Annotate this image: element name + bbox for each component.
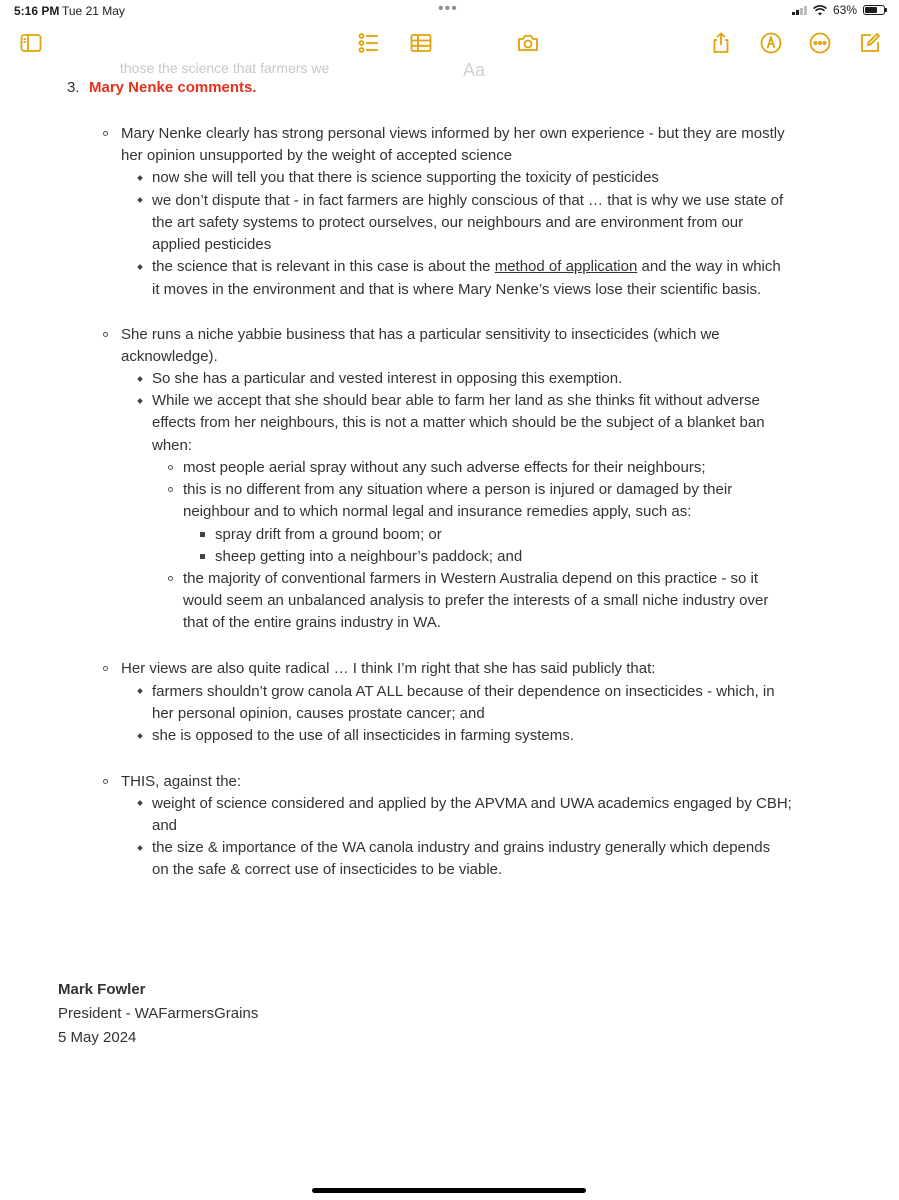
format-text-button[interactable]: Aa	[463, 60, 486, 80]
compose-icon	[858, 31, 882, 55]
diamond-bullet	[137, 264, 143, 270]
text-line: effects from her neighbours, this is not a matter which should be the subject of a blanket ban	[152, 414, 765, 431]
status-indicators	[792, 3, 885, 17]
text-line: that of the entire grains industry in WA.	[183, 614, 441, 631]
diamond-bullet	[137, 175, 143, 181]
circle-bullet	[168, 576, 173, 581]
text-run: the science that is relevant in this case is about the	[152, 258, 495, 275]
table-button[interactable]	[406, 26, 436, 60]
text-line: neighbour and to which normal legal and insurance remedies apply, such as:	[183, 503, 692, 520]
diamond-bullet	[137, 733, 143, 739]
text-run: and the way in which	[637, 258, 781, 275]
circle-bullet	[103, 131, 108, 136]
text-line: spray drift from a ground boom; or	[215, 526, 442, 543]
square-bullet	[200, 532, 205, 537]
ellipsis-circle-icon	[808, 31, 832, 55]
notes-toolbar	[0, 26, 899, 80]
more-options-button[interactable]	[805, 26, 835, 60]
text-line: would seem an unbalanced analysis to prefer the interests of a small niche industry over	[183, 592, 769, 609]
sidebar-toggle-button[interactable]	[16, 26, 46, 60]
text-line: now she will tell you that there is science supporting the toxicity of pesticides	[152, 169, 659, 186]
status-date: Tue 21 May	[62, 4, 125, 18]
text-line: applied pesticides	[152, 236, 272, 253]
share-button[interactable]	[706, 26, 736, 60]
text-line: the art safety systems to protect ourselves, our neighbours and are environment from our	[152, 214, 744, 231]
text-line: While we accept that she should bear able to farm her land as she thinks fit without adverse	[152, 392, 760, 409]
text-line: So she has a particular and vested interest in opposing this exemption.	[152, 370, 623, 387]
square-bullet	[200, 554, 205, 559]
signature-title: President - WAFarmersGrains	[58, 1005, 259, 1022]
signature-date: 5 May 2024	[58, 1029, 137, 1046]
markup-button[interactable]	[756, 26, 786, 60]
new-note-button[interactable]	[855, 26, 885, 60]
text-line: THIS, against the:	[121, 773, 242, 790]
list-number: 3.	[67, 79, 80, 96]
text-line: this is no different from any situation where a person is injured or damaged by their	[183, 481, 733, 498]
checklist-button[interactable]	[354, 26, 384, 60]
diamond-bullet	[137, 398, 143, 404]
status-bar	[0, 0, 899, 22]
text-line: her opinion unsupported by the weight of accepted science	[121, 147, 513, 164]
text-line: Her views are also quite radical … I think I’m right that she has said publicly that:	[121, 660, 656, 677]
text-line: it moves in the environment and that is where Mary Nenke’s views lose their scientific basis.	[152, 281, 762, 298]
text-line: she is opposed to the use of all insecticides in farming systems.	[152, 727, 574, 744]
table-icon	[409, 31, 433, 55]
text-line: She runs a niche yabbie business that has a particular sensitivity to insecticides (which we	[121, 326, 720, 343]
camera-button[interactable]	[513, 26, 543, 60]
text-line	[152, 256, 781, 278]
battery-percentage: 63%	[832, 3, 857, 17]
diamond-bullet	[137, 197, 143, 203]
cellular-signal-icon	[792, 5, 807, 15]
text-line: most people aerial spray without any such adverse effects for their neighbours;	[183, 459, 706, 476]
text-line: weight of science considered and applied by the APVMA and UWA academics engaged by CBH;	[152, 795, 792, 812]
underlined-text: method of application	[494, 258, 638, 275]
wifi-icon	[813, 5, 827, 16]
circle-bullet	[168, 465, 173, 470]
text-line: we don’t dispute that - in fact farmers are highly conscious of that … that is why we use state of	[152, 192, 784, 209]
circle-bullet	[103, 666, 108, 671]
circle-bullet	[103, 332, 108, 337]
text-line: on the safe & correct use of insecticides to be viable.	[152, 861, 503, 878]
diamond-bullet	[137, 688, 143, 694]
battery-icon	[863, 5, 885, 15]
text-line: and	[152, 817, 178, 834]
text-line: acknowledge).	[121, 348, 218, 365]
status-time: 5:16 PM	[14, 4, 60, 18]
diamond-bullet	[137, 376, 143, 382]
sidebar-icon	[19, 31, 43, 55]
signature-name: Mark Fowler	[58, 981, 146, 998]
text-line: the majority of conventional farmers in Western Australia depend on this practice - so it	[183, 570, 759, 587]
circle-bullet	[103, 779, 108, 784]
scrolled-title-ghost: those the science that farmers we	[120, 60, 330, 76]
markup-pen-icon	[759, 31, 783, 55]
text-line: the size & importance of the WA canola industry and grains industry generally which depends	[152, 839, 771, 856]
diamond-bullet	[137, 845, 143, 851]
share-icon	[709, 31, 733, 55]
text-line: sheep getting into a neighbour’s paddock; and	[215, 548, 523, 565]
section-heading: Mary Nenke comments.	[89, 79, 257, 96]
text-line: farmers shouldn’t grow canola AT ALL because of their dependence on insecticides - which, in	[152, 683, 775, 700]
home-indicator[interactable]	[312, 1188, 586, 1193]
text-line: Mary Nenke clearly has strong personal views informed by her own experience - but they are mostly	[121, 125, 785, 142]
text-line: when:	[152, 437, 193, 454]
circle-bullet	[168, 487, 173, 492]
checklist-icon	[357, 31, 381, 55]
diamond-bullet	[137, 800, 143, 806]
multitasking-dots-icon[interactable]: •••	[438, 0, 458, 17]
text-line: her personal opinion, causes prostate cancer; and	[152, 705, 485, 722]
camera-icon	[516, 31, 540, 55]
